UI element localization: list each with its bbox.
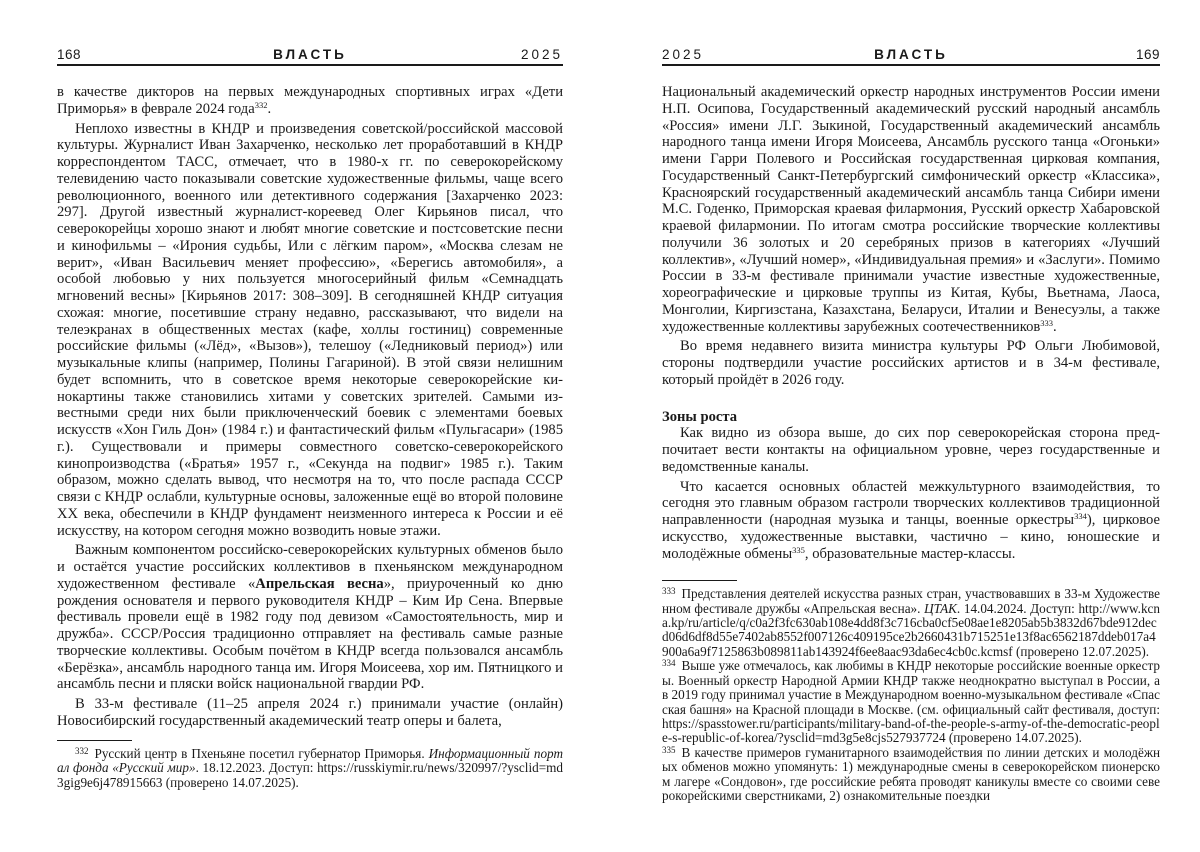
- footnote-number: 332: [75, 746, 89, 756]
- paragraph-text: , образовательные мастер-классы.: [804, 545, 1016, 562]
- paragraph: [57, 542, 563, 693]
- footnote-text: В качестве примеров гуманитарного взаимодействия по линии детских и молодёжных обменов можно упомянуть: 1) международные смены в северокорейском пионерском лагере «Сондовон», где российские ребята проводят каникулы вместе со своими северокорейскими сверстниками, 2) ознакомительные поездки: [662, 744, 1160, 803]
- page-number: 168: [57, 47, 82, 62]
- paragraph: [662, 338, 1160, 388]
- footnote-text: . 18.12.2023. Доступ: https://russkiymir.ru/news/320997/?ysclid=md3gig9e6j478915663 (проверено 14.07.2025).: [57, 760, 563, 790]
- footnote-divider: [662, 580, 737, 581]
- page-number: 169: [1135, 47, 1160, 62]
- paragraph: [57, 84, 563, 118]
- paragraph: [662, 84, 1160, 335]
- source-title: ЦТАК: [924, 600, 957, 616]
- header-year: 2025: [662, 47, 705, 62]
- body-text: [57, 84, 563, 730]
- right-page: [662, 0, 1160, 852]
- journal-title: ВЛАСТЬ: [273, 47, 347, 62]
- footnote-text: Представления деятелей искусства разных стран, участвовавших в 33-м Художественном фестивале дружбы «Апрельская весна».: [662, 586, 1160, 616]
- footnote-text: Русский центр в Пхеньяне посетил губернатор Приморья.: [94, 746, 429, 761]
- footnote-ref[interactable]: 334: [1074, 511, 1087, 521]
- journal-title: ВЛАСТЬ: [874, 47, 948, 62]
- source-title: Информационный портал фонда «Русский мир»: [57, 746, 563, 776]
- paragraph-text: Во время недавнего визита министра культуры РФ Ольги Любимовой, стороны подтвердили участие российских артистов и в 34-м фестивале, который пройдёт в 2026 году.: [662, 338, 1160, 388]
- footnote-number: 334: [662, 658, 676, 669]
- footnote-334: [662, 659, 1160, 745]
- running-header: [662, 46, 1160, 66]
- paragraph-text: В 33-м фестивале (11–25 апреля 2024 г.) принимали участие (онлайн) Новосибирский государственный академический театр оперы и балета,: [57, 696, 563, 729]
- paragraph: [662, 425, 1160, 475]
- footnote-divider: [57, 740, 132, 741]
- paragraph-text: Что касается основных областей межкультурного взаимодействия, то сегодня это главным образом гастроли творческих коллективов традиционной направленности (народная музыка и танцы, военные оркестры: [662, 478, 1160, 528]
- paragraph-tail: .: [1053, 318, 1057, 335]
- footnote-335: [662, 746, 1160, 804]
- footnote-ref[interactable]: 332: [254, 99, 268, 110]
- paragraph-tail: .: [267, 100, 272, 117]
- paragraph-text: в качестве дикторов на первых международных спортивных играх «Дети Приморья» в феврале 2024 года: [57, 84, 563, 117]
- paragraph: [57, 121, 563, 540]
- header-year: 2025: [520, 47, 563, 62]
- paragraph-text: ), цирковое искусство, художественные выставки, частично – кино, юношеские и молодёжные обмены: [662, 512, 1161, 562]
- footnote-number: 333: [662, 586, 676, 597]
- left-page: [57, 0, 563, 852]
- body-text: [662, 84, 1160, 803]
- festival-name: Апрельская весна: [255, 575, 384, 592]
- footnote-text: Выше уже отмечалось, как любимы в КНДР некоторые российские военные оркестры. Военный оркестр Народной Армии КНДР также неоднократно выступал в России, а в 2019 году принимал участие в Международном военно-музыкальном фестивале «Спасская башня» на Красной площади в Москве. (см. официальный сайт фестиваля, доступ: https://spasstower.ru/participants/military-band-of-the-people-s-army-of-the-democratic-people-s-republic-of-korea/?ysclid=md3g5e8cjs527937724 (проверено 14.07.2025).: [662, 658, 1160, 746]
- footnote-ref[interactable]: 335: [792, 544, 805, 555]
- footnotes: [57, 740, 563, 790]
- paragraph: [57, 696, 563, 730]
- footnote-text: . 14.04.2024. Доступ: http://www.kcna.kp/ru/article/q/c0a2f3fc630ab108e4dd8f3c716cba0cf5e08ae1e8205ab5b3832d67bde912decd06d6df8d55e7402ab8552f007126c409195ce2b2660431b715251e13f8ac6562187ddeb017a4900a6a9f7125863b089811ab143924f6ee8aac93da6ec4cb0c.kcmsf (проверено 12.07.2025).: [662, 600, 1160, 659]
- paragraph: [662, 479, 1160, 563]
- footnote-number: 335: [662, 744, 676, 755]
- paragraph-text: Важным компонентом российско-северокорейских культурных обменов было и остаётся участие российских коллективов в пхеньянском международном художественном фестивале «: [57, 542, 563, 592]
- paragraph-text: Как видно из обзора выше, до сих пор северокорейская сторона предпочитает вести контакты на официальном уровне, через государственные и ведомственные каналы.: [662, 425, 1160, 475]
- footnote-332: [57, 747, 563, 790]
- paragraph-text: Неплохо известны в КНДР и произведения советской/российской массовой культуры. Журналист Иван Захарченко, несколько лет проработавший в КНДР корреспондентом ТАСС, отмечает, что в 1980-х гг. по северокорейскому телевидению часто показывали советские художественные фильмы, чаще всего революционного, военного или детективного содержания [Захарченко 2023: 297]. Другой известный журналист-кореевед Олег Кирьянов писал, что северокорейцы хорошо знают и любят многие советские и постсоветские песни и кинофильмы – «Ирония судьбы, Или с лёгким паром», «Москва слезам не верит», «Иван Васильевич меняет профессию», «Берегись автомобиля», а особой любовью у них пользуется многосерийный фильм «Семнадцать мгновений весны» [Кирьянов 2017: 308–309]. В сегодняшней КНДР ситуация схожая: многие, посетившие страну недавно, рассказывают, что видели на телеэкранах в общественных местах (кафе, холлы гостиниц) современные российские фильмы («Лёд», «Вызов»), телешоу («Ледниковый период») или музыкальные клипы (например, Полины Гагариной). В этой связи нелишним будет вспомнить, что в советское время некоторые северокорейские кинокартины также становились хитами у советских зрителей. Самыми известными среди них были приключенческий боевик с элементами боевых искусств «Хон Гиль Дон» (1984 г.) и фантастический фильм «Пульгасари» (1985 г.). Существовали и примеры совместного советско-северокорейского кинопроизводства («Братья» 1957 г., «Секунда на подвиг» 1985 г.). Таким образом, можно сделать вывод, что несмотря на то, что после распада СССР связи с КНДР ослабли, культурные основы, заложенные ещё во второй половине XX века, обеспечили в КНДР фундамент неизменного интереса к России и её искусству, на котором сегодня можно возводить новые этажи.: [57, 120, 563, 539]
- footnote-ref[interactable]: 333: [1040, 317, 1054, 328]
- paragraph-text: Национальный академический оркестр народных инструментов России имени Н.П. Осипова, Государственный академический русский народный ансамбль «Россия» имени Л.Г. Зыкиной, Государственный академический ансамбль народного танца имени Игоря Моисеева, Ансамбль русского танца «Огоньки» имени Гарри Полевого и Российская государственная цирковая компания, Государственный Санкт-Петербургский симфонический оркестр «Классика», Красноярский государственный академический ансамбль танца Сибири имени М.С. Годенко, Приморская краевая филармония, Русский оркестр Хабаровской краевой филармонии. По итогам смотра российские творческие коллективы получили 36 золотых и 20 серебряных призов в категориях «Лучший коллектив», «Лучший номер», «Индивидуальная премия» и «Заслуги». Помимо России в 33-м фестивале принимали участие известные художественные, хореографические и цирковые труппы из Китая, Кубы, Вьетнама, Лаоса, Монголии, Киргизстана, Казахстана, Беларуси, Италии и Венесуэлы, а также художественные коллективы зарубежных соотечественников: [662, 84, 1160, 335]
- running-header: [57, 46, 563, 66]
- section-heading: Зоны роста: [662, 408, 737, 425]
- paragraph-text: », приуроченный ко дню рождения основателя и первого руководителя КНДР – Ким Ир Сена. Впервые фестиваль провели ещё в 1982 году под девизом «Самостоятельность, мир и дружба». СССР/Россия традиционно отправляет на фестиваль самые разные творческие коллективы. Особым почётом в КНДР всегда пользовался ансамбль «Берёзка», ансамбль народного танца им. Игоря Моисеева, хор им. Пятницкого и ансамбль песни и пляски войск национальной гвардии РФ.: [57, 575, 564, 693]
- footnote-333: [662, 587, 1160, 659]
